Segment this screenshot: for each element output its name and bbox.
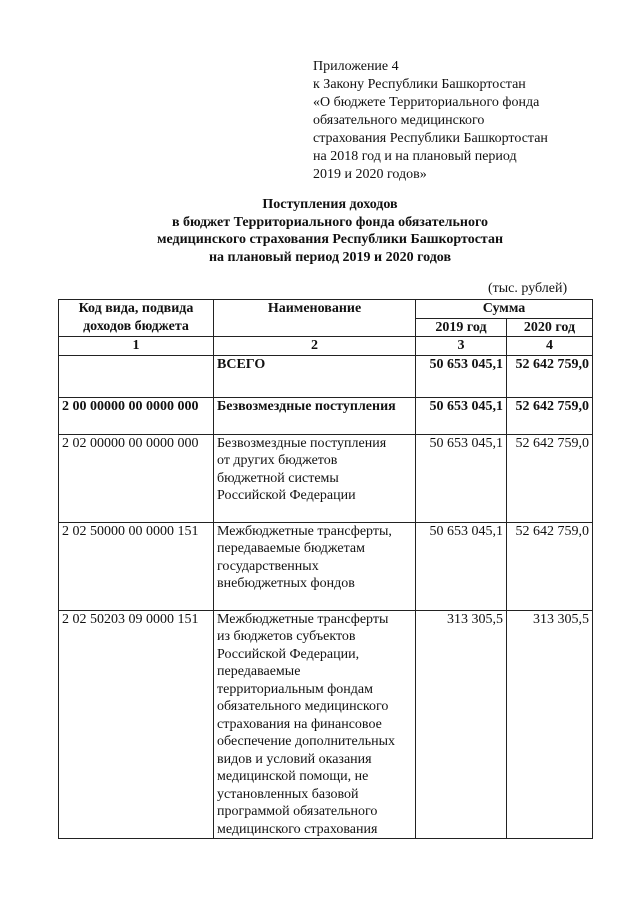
code-header: [59, 300, 214, 337]
row-name-line: видов и условий оказания: [217, 751, 372, 767]
row-name-line: Безвозмездные поступления: [217, 398, 396, 414]
row-name-line: внебюджетных фондов: [217, 576, 355, 591]
row-name-line: медицинского страхования: [217, 821, 378, 837]
row-name-line: Российской Федерации: [217, 488, 356, 503]
annex-line: «О бюджете Территориального фонда: [313, 95, 540, 110]
row-value-2020: 313 305,5: [507, 610, 593, 839]
sum-header: Сумма: [416, 300, 593, 319]
document-title: [60, 196, 600, 266]
name-header: Наименование: [214, 300, 416, 337]
annex-line: обязательного медицинского: [313, 113, 485, 128]
row-name-line: Российской Федерации,: [217, 646, 360, 662]
row-name: [214, 522, 416, 610]
table-row: [59, 522, 593, 610]
row-name-line: Межбюджетные трансферты,: [217, 523, 392, 539]
table-row: [59, 434, 593, 522]
row-name-line: Межбюджетные трансферты: [217, 611, 389, 627]
title-line: Поступления доходов: [262, 197, 398, 212]
title-line: медицинского страхования Республики Башкортостан: [156, 232, 504, 247]
row-code: 2 02 00000 00 0000 000: [59, 434, 214, 522]
column-number: 4: [507, 337, 593, 356]
row-name: [214, 434, 416, 522]
row-code: 2 00 00000 00 0000 000: [59, 397, 214, 434]
row-name: [214, 355, 416, 397]
row-value-2020: 52 642 759,0: [507, 355, 593, 397]
title-line: в бюджет Территориального фонда обязательного: [171, 214, 488, 230]
annex-note: [313, 58, 613, 184]
row-value-2019: 50 653 045,1: [416, 434, 507, 522]
column-number: 2: [214, 337, 416, 356]
annex-line: к Закону Республики Башкортостан: [313, 77, 526, 92]
row-name-line: страхования на финансовое: [217, 716, 382, 732]
row-code: 2 02 50000 00 0000 151: [59, 522, 214, 610]
annex-line: страхования Республики Башкортостан: [313, 131, 548, 146]
annex-line: на 2018 год и на плановый период: [313, 149, 517, 164]
row-name-line: из бюджетов субъектов: [217, 629, 356, 644]
row-name-line: государственных: [217, 558, 319, 574]
table-row: [59, 397, 593, 434]
row-name-line: территориальным фондам: [217, 681, 373, 697]
annex-line: 2019 и 2020 годов»: [313, 167, 427, 182]
row-value-2019: 50 653 045,1: [416, 355, 507, 397]
row-name-line: установленных базовой: [217, 786, 359, 802]
row-name-line: медицинской помощи, не: [217, 769, 369, 784]
row-name-line: обеспечение дополнительных: [217, 734, 396, 749]
column-number: 1: [59, 337, 214, 356]
annex-line: Приложение 4: [313, 59, 399, 74]
row-name: [214, 397, 416, 434]
row-name-line: Безвозмездные поступления: [217, 435, 387, 451]
row-code: 2 02 50203 09 0000 151: [59, 610, 214, 839]
row-name-line: передаваемые: [217, 664, 301, 679]
row-value-2020: 52 642 759,0: [507, 522, 593, 610]
column-number: 3: [416, 337, 507, 356]
row-value-2020: 52 642 759,0: [507, 434, 593, 522]
row-value-2019: 50 653 045,1: [416, 397, 507, 434]
row-value-2020: 52 642 759,0: [507, 397, 593, 434]
row-value-2019: 50 653 045,1: [416, 522, 507, 610]
table-row: [59, 610, 593, 839]
column-number-row: [59, 337, 593, 356]
row-code: [59, 355, 214, 397]
row-name-line: передаваемые бюджетам: [217, 541, 365, 556]
row-name-line: программой обязательного: [217, 804, 378, 819]
table-row-total: [59, 355, 593, 397]
year-2019-header: 2019 год: [416, 318, 507, 337]
row-value-2019: 313 305,5: [416, 610, 507, 839]
year-2020-header: 2020 год: [507, 318, 593, 337]
income-table: [58, 299, 593, 839]
row-name-line: бюджетной системы: [217, 470, 339, 486]
row-name-line: обязательного медицинского: [217, 699, 389, 714]
header-row: [59, 300, 593, 319]
row-name-line: ВСЕГО: [217, 356, 266, 372]
row-name: [214, 610, 416, 839]
unit-label: (тыс. рублей): [488, 281, 568, 296]
title-line: на плановый период 2019 и 2020 годов: [208, 249, 452, 265]
code-header-line: Код вида, подвида: [78, 301, 194, 316]
row-name-line: от других бюджетов: [217, 453, 338, 468]
code-header-line: доходов бюджета: [83, 318, 189, 334]
